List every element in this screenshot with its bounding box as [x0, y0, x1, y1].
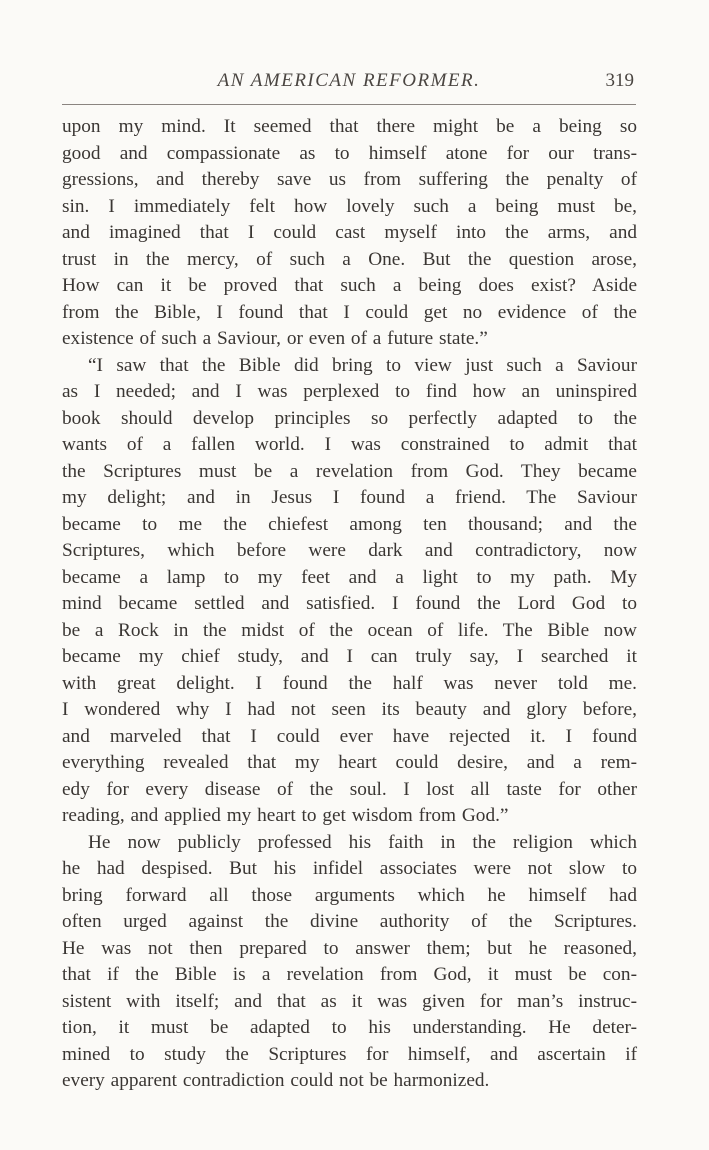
text-line: from the Bible, I found that I could get no evidence of the: [62, 301, 637, 323]
text-line: often urged against the divine authority of the Scriptures.: [62, 911, 637, 932]
text-line: my delight; and in Jesus I found a friend. The Saviour: [62, 487, 637, 508]
text-line: good and compassionate as to himself atone for our trans-: [62, 142, 637, 164]
text-line: be a Rock in the midst of the ocean of life. The Bible now: [62, 619, 637, 641]
body-text: [62, 114, 637, 1095]
text-line: mined to study the Scriptures for himself, and ascertain if: [62, 1043, 637, 1065]
text-line: Scriptures, which before were dark and contradictory, now: [62, 540, 637, 561]
running-title: AN AMERICAN REFORMER.: [217, 70, 481, 91]
text-line: as I needed; and I was perplexed to find how an uninspired: [62, 381, 637, 402]
text-line: tion, it must be adapted to his understanding. He deter-: [62, 1017, 637, 1038]
text-line: sin. I immediately felt how lovely such a being must be,: [62, 195, 637, 217]
text-line: upon my mind. It seemed that there might be a being so: [62, 116, 637, 137]
text-line: everything revealed that my heart could desire, and a rem-: [62, 752, 637, 773]
text-line: became to me the chiefest among ten thousand; and the: [62, 513, 637, 535]
text-line: and imagined that I could cast myself into the arms, and: [62, 222, 637, 243]
text-line: sistent with itself; and that as it was given for man’s instruc-: [62, 990, 637, 1012]
text-line: He now publicly professed his faith in the religion which: [88, 831, 637, 853]
text-line: book should develop principles so perfectly adapted to the: [62, 407, 637, 429]
text-line: that if the Bible is a revelation from God, it must be con-: [62, 964, 637, 985]
text-line: bring forward all those arguments which he himself had: [62, 884, 637, 906]
text-line: every apparent contradiction could not be harmonized.: [62, 1070, 490, 1091]
text-line: gressions, and thereby save us from suffering the penalty of: [62, 169, 637, 190]
text-line: he had despised. But his infidel associates were not slow to: [62, 858, 637, 879]
page-number: 319: [605, 70, 634, 91]
header-rule: [62, 104, 636, 105]
text-line: became a lamp to my feet and a light to my path. My: [62, 566, 637, 588]
text-line: with great delight. I found the half was never told me.: [62, 672, 637, 694]
text-line: He was not then prepared to answer them; but he reasoned,: [62, 937, 637, 959]
text-line: trust in the mercy, of such a One. But the question arose,: [62, 248, 637, 270]
text-line: “I saw that the Bible did bring to view just such a Saviour: [88, 354, 637, 376]
text-line: I wondered why I had not seen its beauty and glory before,: [62, 699, 637, 720]
text-line: and marveled that I could ever have rejected it. I found: [62, 725, 637, 747]
text-line: wants of a fallen world. I was constrained to admit that: [62, 434, 637, 455]
text-line: reading, and applied my heart to get wisdom from God.”: [62, 805, 509, 826]
running-head: [62, 70, 636, 98]
text-line: became my chief study, and I can truly say, I searched it: [62, 646, 637, 667]
text-line: existence of such a Saviour, or even of a future state.”: [62, 328, 488, 349]
text-line: edy for every disease of the soul. I lost all taste for other: [62, 778, 637, 800]
text-line: How can it be proved that such a being does exist? Aside: [62, 275, 637, 296]
text-line: mind became settled and satisfied. I found the Lord God to: [62, 593, 637, 614]
text-line: the Scriptures must be a revelation from God. They became: [62, 460, 637, 482]
